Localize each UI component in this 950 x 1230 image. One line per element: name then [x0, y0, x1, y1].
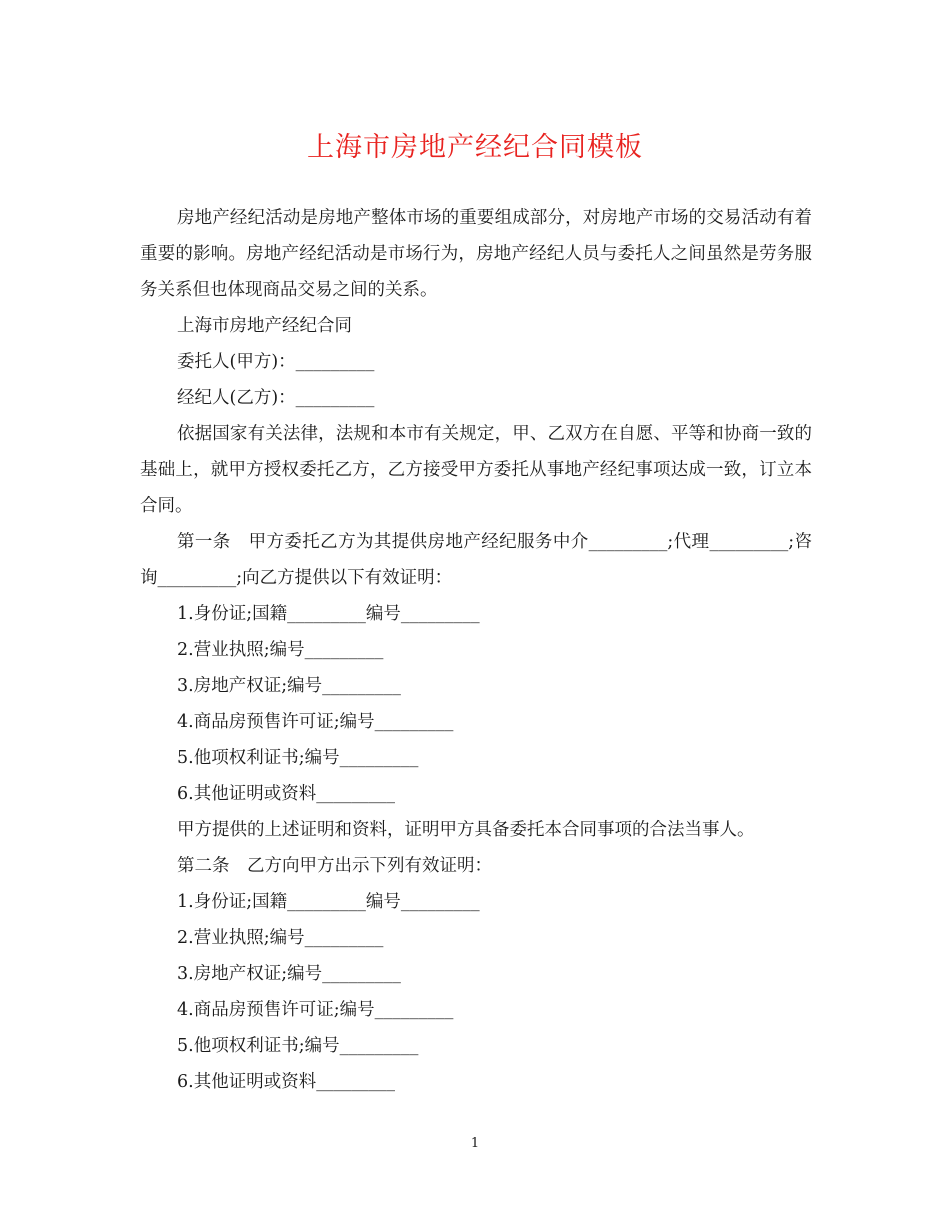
article-1-item-4: 4.商品房预售许可证;编号_________	[177, 712, 454, 732]
party-b-line: 经纪人(乙方)：_________	[177, 388, 375, 408]
contract-heading: 上海市房地产经纪合同	[177, 316, 352, 336]
article-1-item-5: 5.他项权利证书;编号_________	[177, 748, 419, 768]
article-1-item-2: 2.营业执照;编号_________	[177, 640, 384, 660]
intro-paragraph: 房地产经纪活动是房地产整体市场的重要组成部分，对房地产市场的交易活动有着重要的影响。房地产经纪活动是市场行为，房地产经纪人员与委托人之间虽然是劳务服务关系但也体现商品交易之间的关系。	[140, 208, 812, 300]
article-1-conclusion: 甲方提供的上述证明和资料，证明甲方具备委托本合同事项的合法当事人。	[177, 820, 755, 840]
document-body	[140, 200, 812, 1100]
article-1-item-6: 6.其他证明或资料_________	[177, 784, 395, 804]
article-2-item-1: 1.身份证;国籍_________编号_________	[177, 892, 480, 912]
article-2-item-3: 3.房地产权证;编号_________	[177, 964, 401, 984]
article-2-item-2: 2.营业执照;编号_________	[177, 928, 384, 948]
article-2-item-5: 5.他项权利证书;编号_________	[177, 1036, 419, 1056]
article-2-paragraph: 第二条 乙方向甲方出示下列有效证明：	[177, 856, 492, 876]
article-1-paragraph: 第一条 甲方委托乙方为其提供房地产经纪服务中介_________;代理_________;咨询_________;向乙方提供以下有效证明：	[140, 532, 812, 588]
article-1-item-1: 1.身份证;国籍_________编号_________	[177, 604, 480, 624]
article-2-item-6: 6.其他证明或资料_________	[177, 1072, 395, 1092]
party-a-line: 委托人(甲方)：_________	[177, 352, 375, 372]
document-title: 上海市房地产经纪合同模板	[307, 132, 643, 163]
article-1-item-3: 3.房地产权证;编号_________	[177, 676, 401, 696]
basis-paragraph: 依据国家有关法律，法规和本市有关规定，甲、乙双方在自愿、平等和协商一致的基础上，就甲方授权委托乙方，乙方接受甲方委托从事地产经纪事项达成一致，订立本合同。	[140, 424, 812, 516]
page-number: 1	[470, 1136, 480, 1151]
article-2-item-4: 4.商品房预售许可证;编号_________	[177, 1000, 454, 1020]
